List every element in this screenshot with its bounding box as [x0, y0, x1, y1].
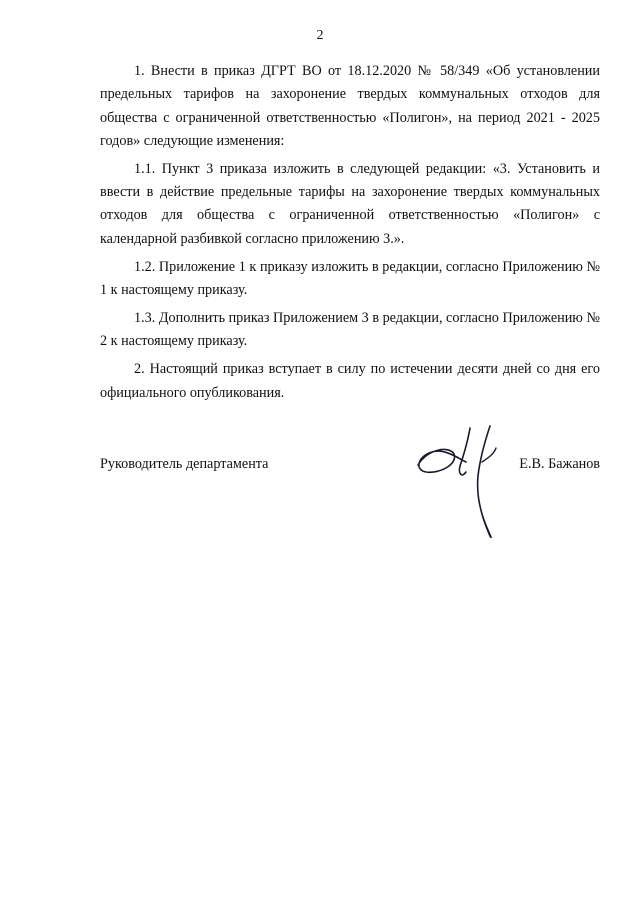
signature-stroke-3	[482, 448, 496, 462]
signatory-title: Руководитель департамента	[100, 456, 269, 472]
paragraph-1-3: 1.3. Дополнить приказ Приложением 3 в редакции, согласно Приложению № 2 к настоящему приказу.	[100, 310, 600, 350]
page-number: 2	[316, 28, 324, 43]
signature-stroke-1	[459, 428, 470, 475]
paragraph-2: 2. Настоящий приказ вступает в силу по истечении десяти дней со дня его официального опубликования.	[100, 361, 600, 401]
document-body	[100, 60, 600, 410]
paragraph-1-1: 1.1. Пункт 3 приказа изложить в следующей редакции: «3. Установить и ввести в действие предельные тарифы на захоронение твердых коммунальных отходов для общества с ограниченной ответственностью «Полигон» с календарной разбивкой согласно приложению 3.».	[100, 160, 600, 247]
paragraph-1-2: 1.2. Приложение 1 к приказу изложить в редакции, согласно Приложению № 1 к настоящему приказу.	[100, 258, 600, 299]
handwritten-signature	[410, 418, 510, 543]
signature-stroke-2	[478, 426, 491, 537]
signatory-name: Е.В. Бажанов	[519, 456, 600, 472]
paragraph-1: 1. Внести в приказ ДГРТ ВО от 18.12.2020 № 58/349 «Об установлении предельных тарифов на захоронение твердых коммунальных отходов для общества с ограниченной ответственностью «Полигон», на период 2021 - 2025 годов» следующие изменения:	[100, 63, 600, 149]
signature-block	[100, 456, 600, 486]
